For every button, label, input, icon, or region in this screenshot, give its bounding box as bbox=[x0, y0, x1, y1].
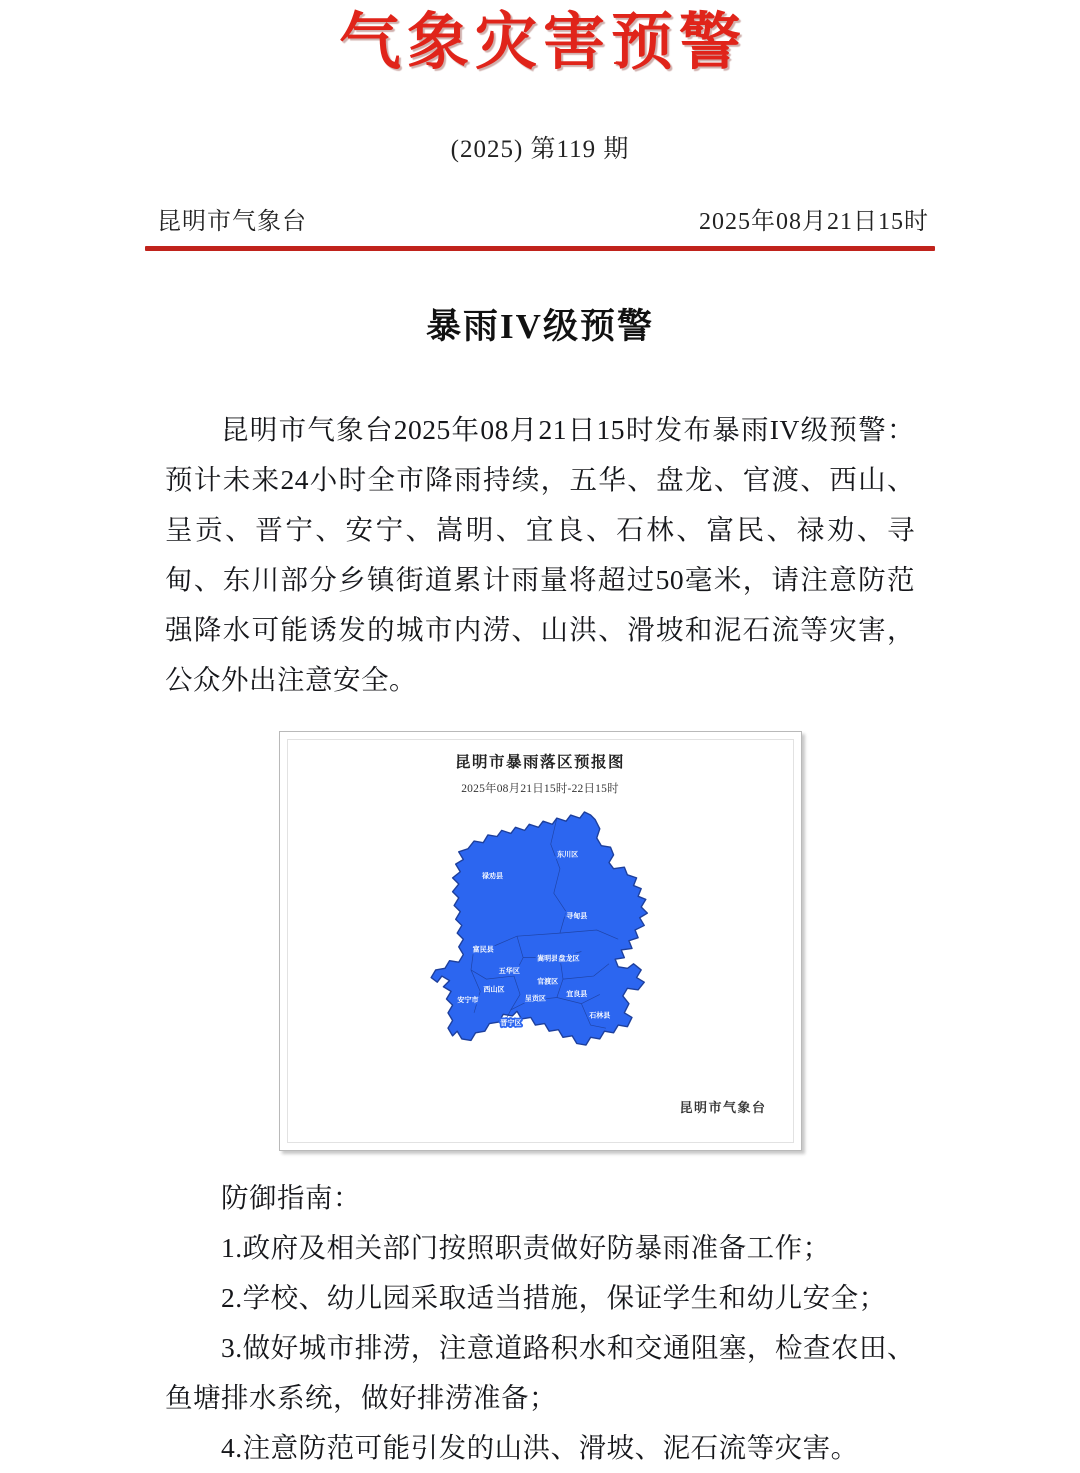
district-label: 富民县 bbox=[472, 946, 494, 954]
district-label: 宜良县 bbox=[566, 991, 588, 999]
district-label: 寻甸县 bbox=[566, 913, 588, 921]
rainfall-forecast-map-figure bbox=[279, 731, 802, 1151]
map-subtitle-period: 2025年08月21日15时-22日15时 bbox=[461, 783, 619, 796]
document-masthead-title: 气象灾害预警 bbox=[338, 9, 747, 77]
district-label: 嵩明县 bbox=[537, 955, 559, 963]
kunming-district-map-svg bbox=[425, 790, 655, 1090]
district-label: 安宁市 bbox=[457, 997, 479, 1005]
red-divider-rule bbox=[145, 246, 935, 251]
issue-datetime: 2025年08月21日15时 bbox=[699, 209, 929, 236]
guidelines-heading: 防御指南： bbox=[221, 1182, 361, 1214]
guideline-item-2: 2.学校、幼儿园采取适当措施，保证学生和幼儿安全； bbox=[221, 1282, 887, 1314]
district-label: 西山区 bbox=[483, 986, 505, 994]
map-canvas bbox=[280, 790, 801, 1090]
meta-row bbox=[145, 201, 935, 236]
guideline-item-3: 3.做好城市排涝，注意道路积水和交通阻塞，检查农田、鱼塘排水系统，做好排涝准备； bbox=[165, 1332, 915, 1414]
issuing-agency: 昆明市气象台 bbox=[157, 209, 307, 236]
masthead bbox=[0, 0, 1080, 79]
district-label: 晋宁区 bbox=[500, 1020, 522, 1028]
defense-guidelines bbox=[165, 1173, 915, 1473]
guideline-item-4: 4.注意防范可能引发的山洪、滑坡、泥石流等灾害。 bbox=[221, 1432, 859, 1464]
warning-headline: 暴雨IV级预警 bbox=[426, 307, 654, 347]
map-title: 昆明市暴雨落区预报图 bbox=[454, 754, 625, 772]
guideline-item-1: 1.政府及相关部门按照职责做好防暴雨准备工作； bbox=[221, 1232, 831, 1264]
district-label: 五华区 bbox=[498, 968, 520, 976]
district-label: 禄劝县 bbox=[481, 873, 504, 881]
district-label: 呈贡区 bbox=[524, 995, 546, 1003]
warning-body-paragraph: 昆明市气象台2025年08月21日15时发布暴雨IV级预警：预计未来24小时全市降雨持续，五华、盘龙、官渡、西山、呈贡、晋宁、安宁、嵩明、宜良、石林、富民、禄劝、寻甸、东川部分乡镇街道累计雨量将超过50毫米，请注意防范强降水可能诱发的城市内涝、山洪、滑坡和泥石流等灾害，公众外出注意安全。 bbox=[165, 414, 915, 696]
district-label: 盘龙区 bbox=[558, 955, 580, 963]
district-label: 东川区 bbox=[557, 851, 579, 859]
issue-number-line: (2025) 第119 期 bbox=[450, 136, 630, 164]
district-label: 石林县 bbox=[589, 1012, 611, 1020]
district-label: 官渡区 bbox=[537, 978, 559, 986]
map-credit: 昆明市气象台 bbox=[679, 1100, 767, 1116]
